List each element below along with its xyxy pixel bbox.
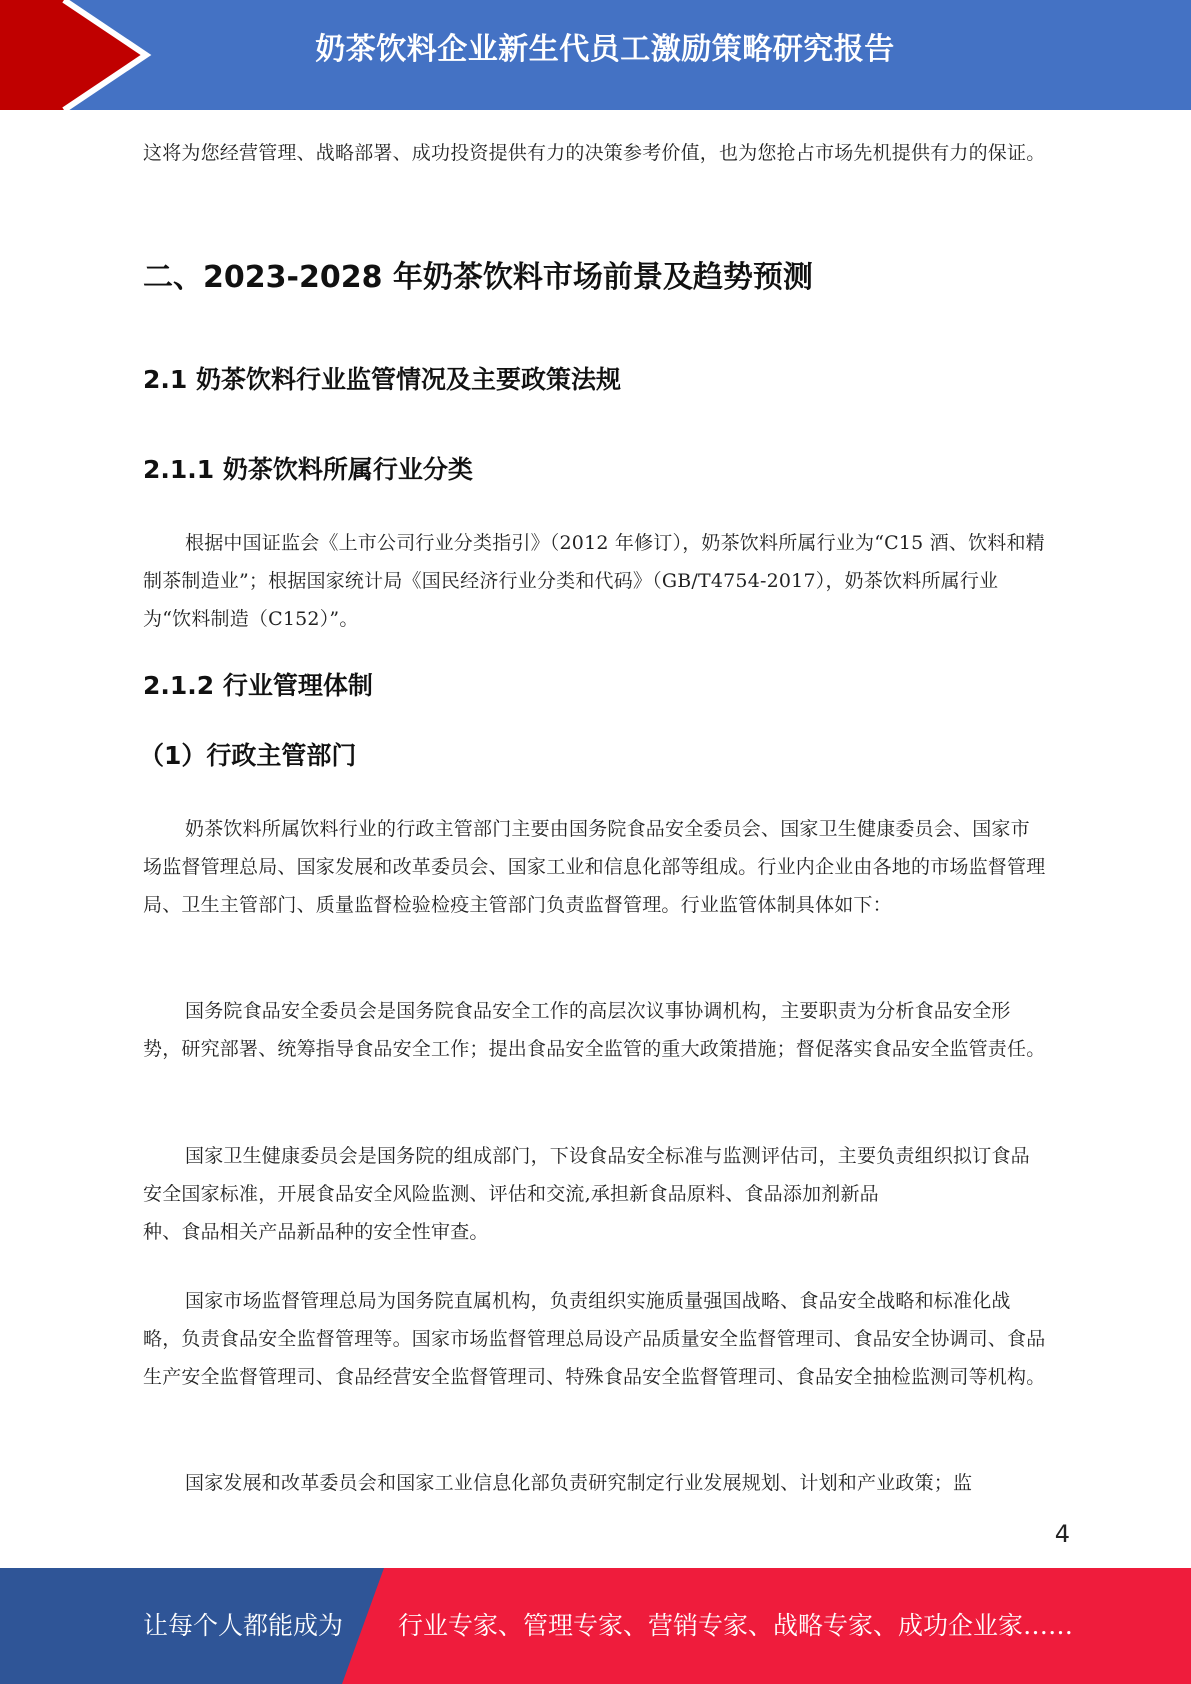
- paragraph-food-safety-committee: 国务院食品安全委员会是国务院食品安全工作的高层次议事协调机构，主要职责为分析食品安全形势，研究部署、统筹指导食品安全工作；提出食品安全监管的重大政策措施；督促落实食品安全监管责任。: [143, 1000, 1046, 1060]
- paragraph-ndrc: 国家发展和改革委员会和国家工业信息化部负责研究制定行业发展规划、计划和产业政策；监: [185, 1472, 973, 1494]
- paragraph-admin-departments: 奶茶饮料所属饮料行业的行政主管部门主要由国务院食品安全委员会、国家卫生健康委员会、国家市场监督管理总局、国家发展和改革委员会、国家工业和信息化部等组成。行业内企业由各地的市场监督管理局、卫生主管部门、质量监督检验检疫主管部门负责监督管理。行业监管体制具体如下：: [143, 818, 1046, 916]
- subsection-heading: 2.1 奶茶饮料行业监管情况及主要政策法规: [143, 365, 621, 394]
- report-title: 奶茶饮料企业新生代员工激励策略研究报告: [315, 32, 895, 67]
- page-number: 4: [1054, 1520, 1070, 1548]
- section-heading: 二、2023-2028 年奶茶饮料市场前景及趋势预测: [143, 260, 813, 295]
- intro-paragraph: 这将为您经营管理、战略部署、成功投资提供有力的决策参考价值，也为您抢占市场先机提供有力的保证。: [143, 142, 1046, 164]
- header-red-arrow: [0, 0, 148, 110]
- page-header: [0, 0, 1191, 110]
- sub-subsection-heading-management: 2.1.2 行业管理体制: [143, 671, 373, 700]
- paragraph-health-commission-line1: 国家卫生健康委员会是国务院的组成部门，下设食品安全标准与监测评估司，主要负责组织拟订食品安全国家标准，开展食品安全风险监测、评估和交流,承担新食品原料、食品添加剂新品: [143, 1145, 1030, 1205]
- sub-subsection-heading-classification: 2.1.1 奶茶饮料所属行业分类: [143, 455, 473, 484]
- footer-slogan-right: 行业专家、管理专家、营销专家、战略专家、成功企业家……: [398, 1611, 1074, 1640]
- page-footer: [0, 1568, 1191, 1684]
- paragraph-health-commission-line2: 种、食品相关产品新品种的安全性审查。: [143, 1221, 489, 1243]
- item-heading-admin-department: （1）行政主管部门: [139, 741, 357, 770]
- footer-slogan-left: 让每个人都能成为: [143, 1611, 344, 1640]
- paragraph-classification: 根据中国证监会《上市公司行业分类指引》（2012 年修订），奶茶饮料所属行业为“C15 酒、饮料和精制茶制造业”；根据国家统计局《国民经济行业分类和代码》（GB/T4754-2017），奶茶饮料所属行业为“饮料制造（C152）”。: [143, 532, 1045, 630]
- paragraph-market-regulation: 国家市场监督管理总局为国务院直属机构，负责组织实施质量强国战略、食品安全战略和标准化战略，负责食品安全监督管理等。国家市场监督管理总局设产品质量安全监督管理司、食品安全协调司、食品生产安全监督管理司、食品经营安全监督管理司、特殊食品安全监督管理司、食品安全抽检监测司等机构。: [143, 1290, 1046, 1388]
